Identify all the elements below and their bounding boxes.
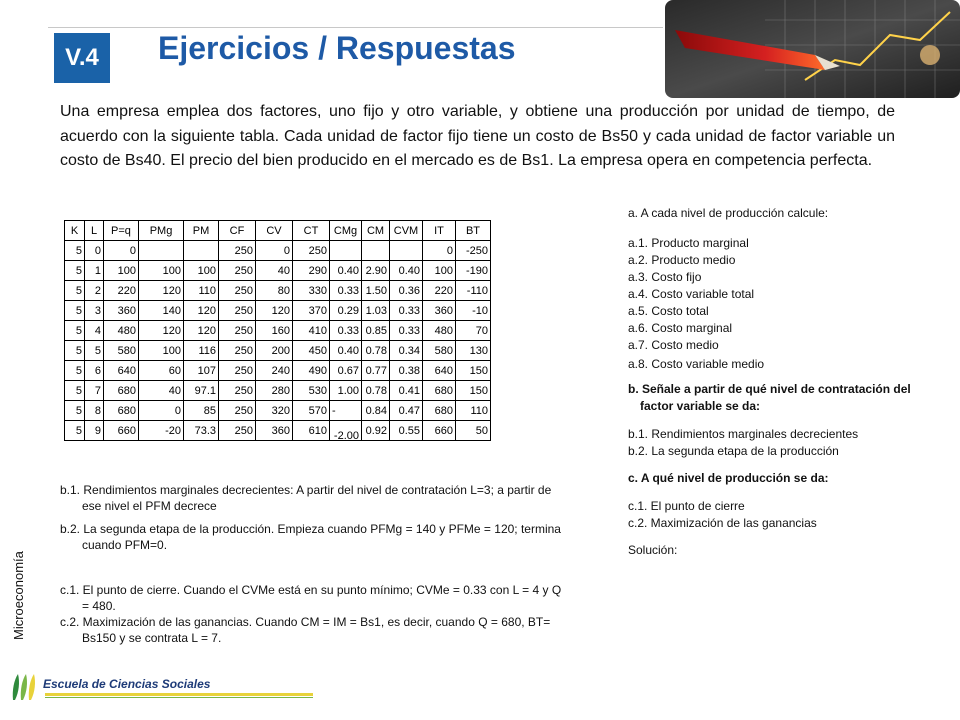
table-cell: 680 — [104, 401, 139, 421]
table-cell: 250 — [219, 381, 256, 401]
table-cell — [139, 241, 184, 261]
table-cell: -250 — [456, 241, 491, 261]
column-header: CF — [219, 221, 256, 241]
table-cell: 100 — [139, 261, 184, 281]
table-cell: 110 — [184, 281, 219, 301]
table-cell: 320 — [256, 401, 293, 421]
table-cell: 0.33 — [390, 301, 423, 321]
question-b-list — [628, 426, 858, 460]
table-cell: 100 — [423, 261, 456, 281]
table-cell: 0.84 — [362, 401, 390, 421]
footer-rule — [45, 693, 313, 696]
answer-b1: b.1. Rendimientos marginales decrecientes: A partir del nivel de contratación L=3; a partir de ese nivel el PFM decrece — [60, 483, 552, 513]
table-cell: 0.29 — [330, 301, 362, 321]
table-cell: 570 — [293, 401, 330, 421]
table-cell: 0 — [104, 241, 139, 261]
table-cell: - — [330, 401, 362, 421]
table-cell: 0.47 — [390, 401, 423, 421]
table-cell: 107 — [184, 361, 219, 381]
table-cell: 120 — [256, 301, 293, 321]
table-cell: 250 — [219, 241, 256, 261]
table-cell: 0.33 — [330, 321, 362, 341]
table-cell: 0.34 — [390, 341, 423, 361]
list-item: c.1. El punto de cierre — [628, 499, 745, 513]
table-cell: 0.33 — [390, 321, 423, 341]
table-cell: 0.41 — [390, 381, 423, 401]
table-cell: 250 — [219, 361, 256, 381]
answer-c1: c.1. El punto de cierre. Cuando el CVMe está en su punto mínimo; CVMe = 0.33 con L = 4 y Q = 480. — [60, 583, 562, 613]
table-cell — [390, 241, 423, 261]
list-item: a.3. Costo fijo — [628, 270, 702, 284]
table-cell: 5 — [85, 341, 104, 361]
table-cell: 70 — [456, 321, 491, 341]
table-cell: 0.85 — [362, 321, 390, 341]
table-cell: 660 — [423, 421, 456, 441]
table-cell: 450 — [293, 341, 330, 361]
table-cell: 0.78 — [362, 381, 390, 401]
question-a8: a.8. Costo variable medio — [628, 357, 765, 371]
header-rule — [48, 27, 663, 28]
table-cell: 200 — [256, 341, 293, 361]
table-cell: 360 — [104, 301, 139, 321]
table-cell: 120 — [139, 321, 184, 341]
section-badge: V.4 — [54, 33, 110, 83]
column-header: CM — [362, 221, 390, 241]
table-cell: 250 — [219, 261, 256, 281]
table-cell: 5 — [65, 241, 85, 261]
course-side-label: Microeconomía — [11, 551, 26, 640]
table-cell: 220 — [423, 281, 456, 301]
table-cell: 97.1 — [184, 381, 219, 401]
table-cell: 640 — [104, 361, 139, 381]
table-cell: 0.36 — [390, 281, 423, 301]
table-cell: 0.77 — [362, 361, 390, 381]
list-item: a.5. Costo total — [628, 304, 709, 318]
table-cell: 580 — [423, 341, 456, 361]
solution-label: Solución: — [628, 543, 678, 557]
table-cell: 0 — [423, 241, 456, 261]
corner-decoration-image — [665, 0, 960, 98]
question-c-title: c. A qué nivel de producción se da: — [628, 471, 829, 485]
table-cell: 5 — [65, 401, 85, 421]
table-row — [65, 381, 491, 401]
list-item: c.2. Maximización de las ganancias — [628, 516, 817, 530]
page-title: Ejercicios / Respuestas — [158, 30, 516, 66]
footer-rule-thin — [45, 697, 313, 698]
column-header: PMg — [139, 221, 184, 241]
table-cell: 5 — [65, 361, 85, 381]
table-cell: 5 — [65, 421, 85, 441]
column-header: L — [85, 221, 104, 241]
table-cell: 330 — [293, 281, 330, 301]
table-cell: 280 — [256, 381, 293, 401]
table-cell: 360 — [423, 301, 456, 321]
table-cell: 0.55 — [390, 421, 423, 441]
table-cell: -10 — [456, 301, 491, 321]
table-cell: 0.40 — [330, 341, 362, 361]
list-item: b.1. Rendimientos marginales decrecientes — [628, 427, 859, 441]
table-cell: 410 — [293, 321, 330, 341]
school-name: Escuela de Ciencias Sociales — [43, 677, 211, 691]
table-cell: 640 — [423, 361, 456, 381]
table-cell: 5 — [65, 261, 85, 281]
table-cell — [362, 241, 390, 261]
table-cell — [330, 241, 362, 261]
question-c-list — [628, 498, 817, 532]
table-cell: 370 — [293, 301, 330, 321]
table-cell: 100 — [184, 261, 219, 281]
table-cell: 0 — [139, 401, 184, 421]
table-cell: 250 — [293, 241, 330, 261]
column-header: K — [65, 221, 85, 241]
table-cell: 60 — [139, 361, 184, 381]
table-row — [65, 421, 491, 441]
table-cell: 250 — [219, 401, 256, 421]
table-cell: 120 — [139, 281, 184, 301]
column-header: CT — [293, 221, 330, 241]
table-cell: 660 — [104, 421, 139, 441]
question-a-title: a. A cada nivel de producción calcule: — [628, 206, 829, 220]
table-cell: 5 — [65, 281, 85, 301]
table-cell: 9 — [85, 421, 104, 441]
column-header: IT — [423, 221, 456, 241]
table-cell: 250 — [219, 281, 256, 301]
exercise-statement: Una empresa emplea dos factores, uno fijo y otro variable, y obtiene una producción por unidad de tiempo, de acuerdo con la siguiente tabla. Cada unidad de factor fijo tiene un costo de Bs50 y cada unidad de factor variable un costo de Bs40. El precio del bien producido en el mercado es de Bs1. La empresa opera en competencia perfecta. — [60, 103, 895, 169]
table-cell: 0.33 — [330, 281, 362, 301]
column-header: P=q — [104, 221, 139, 241]
table-cell: 250 — [219, 301, 256, 321]
table-cell: 0.67 — [330, 361, 362, 381]
answer-b2: b.2. La segunda etapa de la producción. Empieza cuando PFMg = 140 y PFMe = 120; termina cuando PFM=0. — [60, 522, 561, 552]
question-a-list — [628, 235, 754, 354]
table-cell: 100 — [139, 341, 184, 361]
table-cell: 110 — [456, 401, 491, 421]
table-cell: 250 — [219, 341, 256, 361]
table-row — [65, 261, 491, 281]
table-cell: 580 — [104, 341, 139, 361]
table-row — [65, 401, 491, 421]
table-cell: 2.90 — [362, 261, 390, 281]
table-cell: 160 — [256, 321, 293, 341]
table-cell: 680 — [423, 381, 456, 401]
table-cell: 0.78 — [362, 341, 390, 361]
table-cell: 0.40 — [390, 261, 423, 281]
table-cell: -110 — [456, 281, 491, 301]
table-row — [65, 321, 491, 341]
table-cell: 7 — [85, 381, 104, 401]
table-cell: 0.92 — [362, 421, 390, 441]
table-cell: 290 — [293, 261, 330, 281]
table-cell: 116 — [184, 341, 219, 361]
table-cell — [184, 241, 219, 261]
school-leaf-logo-icon — [10, 672, 44, 702]
list-item: a.6. Costo marginal — [628, 321, 733, 335]
table-cell: 680 — [423, 401, 456, 421]
column-header: CV — [256, 221, 293, 241]
table-cell: 40 — [139, 381, 184, 401]
table-cell: 250 — [219, 421, 256, 441]
table-cell: 480 — [104, 321, 139, 341]
table-cell: 610 — [293, 421, 330, 441]
column-header: BT — [456, 221, 491, 241]
table-cell: 1.00 — [330, 381, 362, 401]
table-cell: 3 — [85, 301, 104, 321]
table-cell: 120 — [184, 321, 219, 341]
table-cell: 1.03 — [362, 301, 390, 321]
table-cell: 5 — [65, 341, 85, 361]
list-item: a.2. Producto medio — [628, 253, 736, 267]
table-cell: 4 — [85, 321, 104, 341]
table-cell: 5 — [65, 301, 85, 321]
table-cell: 360 — [256, 421, 293, 441]
table-cell: 120 — [184, 301, 219, 321]
table-cell: 6 — [85, 361, 104, 381]
table-cell: 50 — [456, 421, 491, 441]
column-header: CVM — [390, 221, 423, 241]
table-header-row — [65, 221, 491, 241]
table-row — [65, 341, 491, 361]
table-cell: 0 — [85, 241, 104, 261]
table-cell: 150 — [456, 381, 491, 401]
table-cell: -20 — [139, 421, 184, 441]
list-item: a.4. Costo variable total — [628, 287, 755, 301]
table-cell: -2.00 — [330, 421, 362, 441]
table-cell: 2 — [85, 281, 104, 301]
answer-c2: c.2. Maximización de las ganancias. Cuando CM = IM = Bs1, es decir, cuando Q = 680, BT= Bs150 y se contrata L = 7. — [60, 615, 551, 645]
table-cell: 150 — [456, 361, 491, 381]
table-row — [65, 301, 491, 321]
list-item: a.1. Producto marginal — [628, 236, 749, 250]
table-cell: 73.3 — [184, 421, 219, 441]
table-cell: 85 — [184, 401, 219, 421]
table-cell: 130 — [456, 341, 491, 361]
table-cell: 490 — [293, 361, 330, 381]
question-b-title: b. Señale a partir de qué nivel de contratación del factor variable se da: — [628, 382, 911, 413]
table-cell: 1.50 — [362, 281, 390, 301]
table-row — [65, 241, 491, 261]
table-cell: 8 — [85, 401, 104, 421]
column-header: CMg — [330, 221, 362, 241]
table-cell: 5 — [65, 321, 85, 341]
table-cell: -190 — [456, 261, 491, 281]
list-item: b.2. La segunda etapa de la producción — [628, 444, 839, 458]
table-cell: 140 — [139, 301, 184, 321]
production-cost-table — [64, 220, 491, 441]
table-cell: 480 — [423, 321, 456, 341]
list-item: a.7. Costo medio — [628, 338, 719, 352]
table-cell: 0.40 — [330, 261, 362, 281]
table-cell: 40 — [256, 261, 293, 281]
table-cell: 100 — [104, 261, 139, 281]
table-cell: 220 — [104, 281, 139, 301]
table-row — [65, 361, 491, 381]
table-row — [65, 281, 491, 301]
table-cell: 250 — [219, 321, 256, 341]
table-cell: 240 — [256, 361, 293, 381]
table-cell: 80 — [256, 281, 293, 301]
table-cell: 680 — [104, 381, 139, 401]
table-cell: 0.38 — [390, 361, 423, 381]
table-cell: 5 — [65, 381, 85, 401]
column-header: PM — [184, 221, 219, 241]
table-cell: 1 — [85, 261, 104, 281]
table-cell: 0 — [256, 241, 293, 261]
table-cell: 530 — [293, 381, 330, 401]
